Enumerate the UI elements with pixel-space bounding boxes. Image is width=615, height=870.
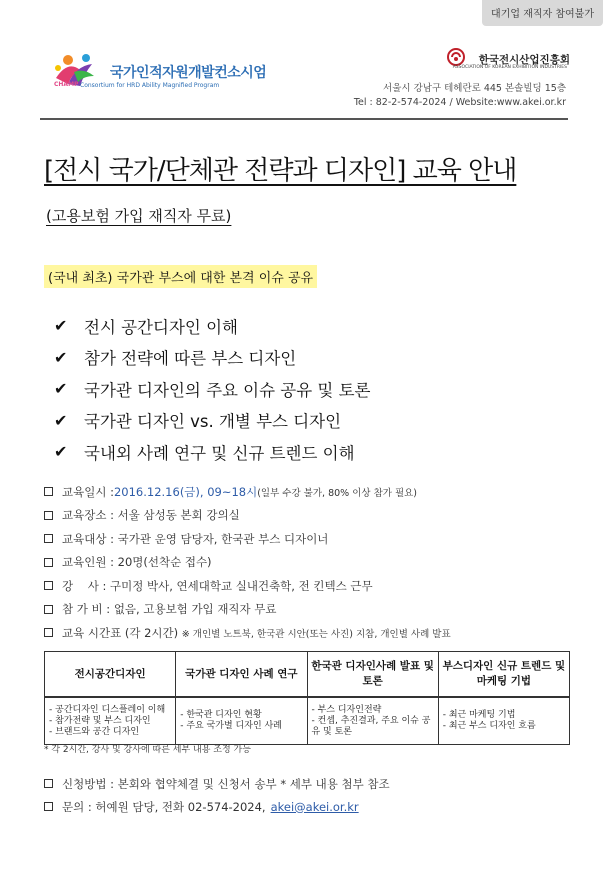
- date-label: 교육일시 :: [62, 484, 114, 499]
- table-cell: - 공간디자인 디스플레이 이해 - 참가전략 및 부스 디자인 - 브랜드와 공간 디자인: [45, 697, 176, 745]
- logo-title: 국가인적자원개발컨소시엄: [110, 65, 267, 81]
- square-bullet-icon: [44, 511, 53, 520]
- checkmark-icon: ✔: [54, 410, 68, 430]
- square-bullet-icon: [44, 779, 53, 788]
- contact-text: 문의 : 허예원 담당, 전화 02-574-2024,: [62, 799, 266, 814]
- page-subtitle: (고용보험 가입 재직자 무료): [46, 207, 232, 225]
- square-bullet-icon: [44, 628, 53, 637]
- akei-logo-icon: [447, 48, 465, 66]
- target-text: 교육대상 : 국가관 운영 담당자, 한국관 부스 디자이너: [62, 531, 329, 546]
- highlight-text: (국내 최초) 국가관 부스에 대한 본격 이슈 공유: [44, 265, 317, 288]
- info-fee: [44, 598, 451, 622]
- table-cell: - 부스 디자인전략 - 컨셉, 추진결과, 주요 이슈 공유 및 토론: [307, 697, 438, 745]
- contact-info: [44, 795, 390, 818]
- logo-subtitle: Consortium for HRD Ability Magnified Program: [80, 82, 220, 89]
- email-link[interactable]: akei@akei.or.kr: [270, 799, 359, 814]
- schedule-table: [44, 651, 570, 745]
- fee-text: 참 가 비 : 없음, 고용보험 가입 재직자 무료: [62, 602, 277, 617]
- square-bullet-icon: [44, 558, 53, 567]
- list-item: [54, 436, 371, 468]
- apply-method: [44, 772, 390, 795]
- list-item-label: 참가 전략에 따른 부스 디자인: [84, 349, 297, 369]
- table-header-row: [45, 652, 570, 698]
- info-count: [44, 551, 451, 575]
- participation-badge: 대기업 재직자 참여불가: [482, 0, 603, 26]
- akei-logo-name: 한국전시산업진흥회: [478, 54, 570, 66]
- logo-champ: CHAMP: [54, 81, 79, 88]
- table-header: 국가관 디자인 사례 연구: [176, 652, 307, 698]
- table-cell: - 최근 마케팅 기법 - 최근 부스 디자인 흐름: [438, 697, 569, 745]
- list-item-label: 국가관 디자인의 주요 이슈 공유 및 토론: [84, 380, 371, 400]
- list-item: [54, 342, 371, 374]
- checkmark-icon: ✔: [54, 316, 68, 336]
- square-bullet-icon: [44, 581, 53, 590]
- list-item-label: 국가관 디자인 vs. 개별 부스 디자인: [84, 412, 342, 432]
- header-divider: [40, 118, 568, 120]
- list-item: [54, 405, 371, 437]
- count-text: 교육인원 : 20명(선착순 접수): [62, 555, 212, 570]
- list-item: [54, 373, 371, 405]
- table-row: [45, 697, 570, 745]
- table-header: 전시공간디자인: [45, 652, 176, 698]
- footer-info: [44, 772, 390, 818]
- info-place: [44, 504, 451, 528]
- square-bullet-icon: [44, 487, 53, 496]
- table-cell: - 한국관 디자인 현황 - 주요 국가별 디자인 사례: [176, 697, 307, 745]
- lecturer-text: 강 사 : 구미정 박사, 연세대학교 실내건축학, 전 킨텍스 근무: [62, 578, 373, 593]
- topic-list: [54, 310, 371, 468]
- checkmark-icon: ✔: [54, 379, 68, 399]
- table-header: 한국관 디자인사례 발표 및 토론: [307, 652, 438, 698]
- info-schedule: [44, 621, 451, 645]
- page-title: [전시 국가/단체관 전략과 디자인] 교육 안내: [44, 156, 517, 186]
- schedule-label: 교육 시간표 (각 2시간): [62, 625, 179, 640]
- table-footnote: * 각 2시간, 강사 및 강사에 따른 세부 내용 조정 가능: [44, 745, 251, 755]
- square-bullet-icon: [44, 802, 53, 811]
- square-bullet-icon: [44, 605, 53, 614]
- square-bullet-icon: [44, 534, 53, 543]
- list-item-label: 국내외 사례 연구 및 신규 트렌드 이해: [84, 443, 355, 463]
- list-item: [54, 310, 371, 342]
- info-date: [44, 480, 451, 504]
- info-target: [44, 527, 451, 551]
- course-info: [44, 480, 451, 645]
- address-line: 서울시 강남구 테헤란로 445 본솔빌딩 15층: [383, 83, 566, 94]
- list-item-label: 전시 공간디자인 이해: [84, 317, 238, 337]
- date-note: (일부 수강 불가, 80% 이상 참가 필요): [257, 487, 418, 499]
- apply-text: 신청방법 : 본회와 협약체결 및 신청서 송부 * 세부 내용 첨부 참조: [62, 776, 390, 791]
- table-header: 부스디자인 신규 트렌드 및 마케팅 기법: [438, 652, 569, 698]
- checkmark-icon: ✔: [54, 347, 68, 367]
- schedule-note: ※ 개인별 노트북, 한국관 시안(또는 사진) 지참, 개인별 사례 발표: [181, 628, 451, 640]
- checkmark-icon: ✔: [54, 442, 68, 462]
- date-value: 2016.12.16(금), 09~18시: [113, 484, 258, 499]
- place-text: 교육장소 : 서울 삼성동 본회 강의실: [62, 508, 240, 523]
- akei-logo-subtitle: ASSOCIATION OF KOREAN EXHIBITION INDUSTRIES: [452, 65, 567, 70]
- contact-line: Tel : 82-2-574-2024 / Website:www.akei.or.kr: [353, 97, 566, 108]
- info-lecturer: [44, 574, 451, 598]
- address-block: [354, 82, 566, 110]
